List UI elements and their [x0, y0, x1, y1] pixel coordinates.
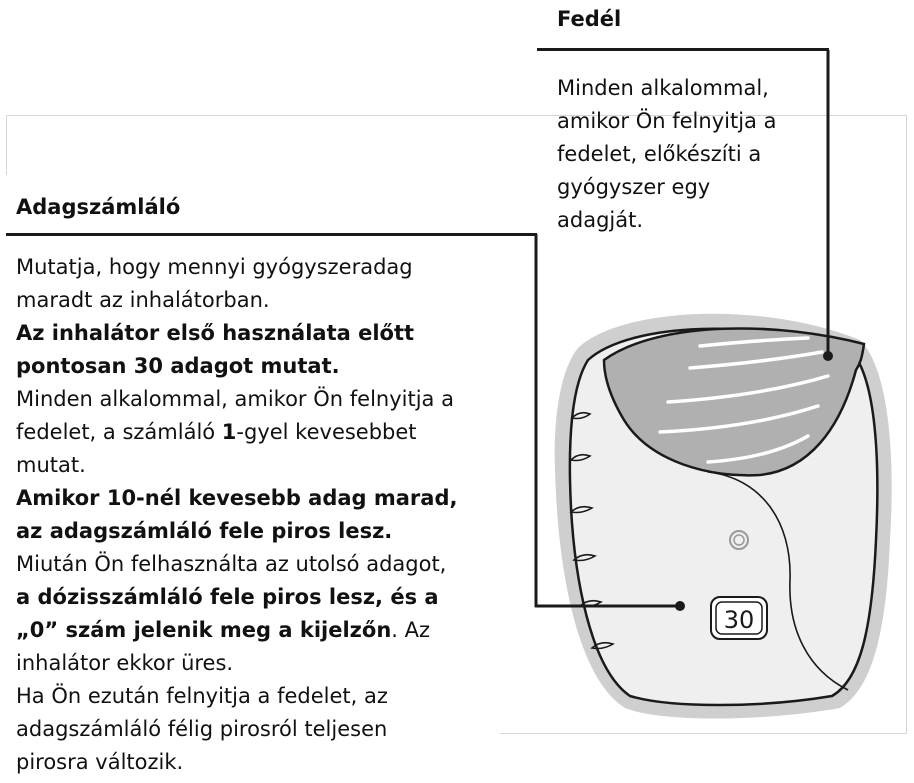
dose-counter-value: 30: [723, 606, 755, 634]
text-run: inhalátor ekkor üres.: [16, 651, 234, 675]
counter-callout-title: Adagszámláló: [16, 195, 181, 219]
lid-text-line: adagját.: [557, 208, 644, 232]
lid-text-line: gyógyszer egy: [557, 175, 711, 199]
text-run: mutat.: [16, 453, 86, 477]
text-run: fedelet, a számláló: [16, 420, 222, 444]
text-run: -gyel kevesebbet: [236, 420, 417, 444]
text-run: Miután Ön felhasználta az utolsó adagot,: [16, 552, 447, 576]
bold-text-run: a dózisszámláló fele piros lesz, és a: [16, 585, 439, 609]
dose-counter-window: [711, 597, 767, 639]
bold-text-run: Amikor 10-nél kevesebb adag marad,: [16, 486, 458, 510]
lid-text-line: amikor Ön felnyitja a: [557, 109, 777, 133]
bold-text-run: Az inhalátor első használata előtt: [16, 321, 415, 345]
lid-text-line: fedelet, előkészíti a: [557, 142, 762, 166]
bold-text-run: „0” szám jelenik meg a kijelzőn: [16, 618, 392, 642]
lid-leader-line: [823, 50, 833, 361]
text-run: Minden alkalommal, amikor Ön felnyitja a: [16, 387, 454, 411]
text-run: Mutatja, hogy mennyi gyógyszeradag: [16, 255, 413, 279]
bold-text-run: 1: [221, 420, 237, 444]
text-run: pirosra változik.: [16, 750, 184, 774]
text-run: adagszámláló félig pirosról teljesen: [16, 717, 388, 741]
text-run: maradt az inhalátorban.: [16, 288, 270, 312]
text-run: Ha Ön ezután felnyitja a fedelet, az: [16, 684, 388, 708]
text-run: . Az: [391, 618, 431, 642]
bold-text-run: az adagszámláló fele piros lesz.: [16, 519, 393, 543]
bold-text-run: pontosan 30 adagot mutat.: [16, 354, 340, 378]
lid-callout-title: Fedél: [557, 7, 622, 31]
lid-text-line: Minden alkalommal,: [557, 76, 769, 100]
